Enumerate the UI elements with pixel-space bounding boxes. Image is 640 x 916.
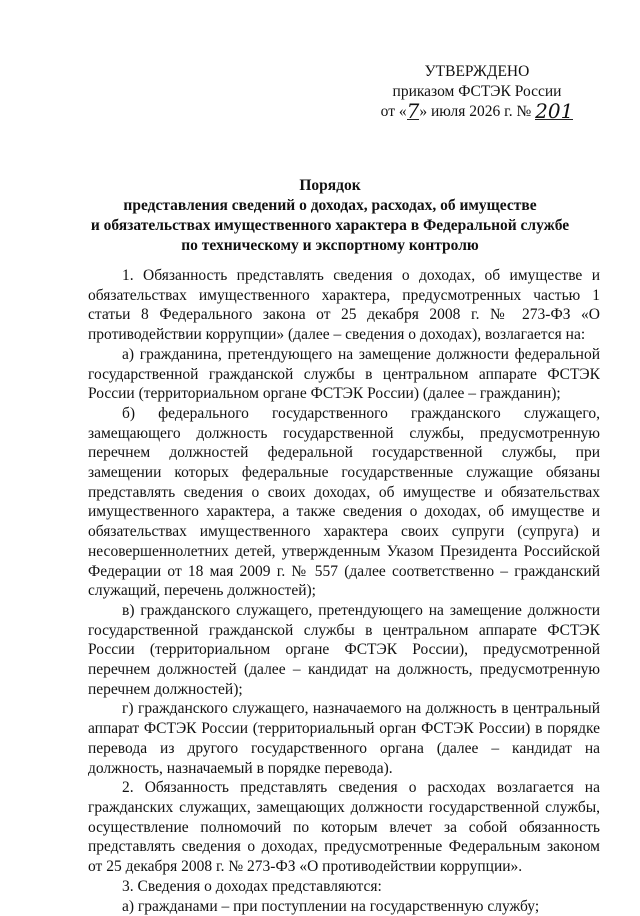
approval-date-line: [352, 102, 602, 122]
paragraph-1v: в) гражданского служащего, претендующего на замещение должности государственной гражданской службы в центральном аппарате ФСТЭК России (территориальном органе ФСТЭК России), предусмотренной перечнем должностей (далее – кандидат на должность, предусмотренную перечнем должностей);: [88, 601, 600, 700]
paragraph-1b: б) федерального государственного гражданского служащего, замещающего должность государственной службы, предусмотренную перечнем должностей федеральной государственной службы, при замещении которых федеральные государственные служащие обязаны представлять сведения о своих доходах, об имуществе и обязательствах имущественного характера, а также сведения о доходах, об имуществе и обязательствах имущественного характера своих супруги (супруга) и несовершеннолетних детей, утвержденным Указом Президента Российской Федерации от 18 мая 2009 г. № 557 (далее соответственно – гражданский служащий, перечень должностей);: [88, 404, 600, 601]
date-middle: » июля 2026 г. №: [419, 103, 531, 120]
approval-order: приказом ФСТЭК России: [352, 82, 602, 102]
paragraph-3a: а) гражданами – при поступлении на государственную службу;: [88, 897, 600, 916]
paragraph-1: 1. Обязанность представлять сведения о доходах, об имуществе и обязательствах имущественного характера, предусмотренных частью 1 статьи 8 Федерального закона от 25 декабря 2008 г. № 273-ФЗ «О противодействии коррупции» (далее – сведения о доходах), возлагается на:: [88, 266, 600, 345]
title-line-2: и обязательствах имущественного характера в Федеральной службе: [70, 216, 590, 236]
date-prefix: от «: [381, 103, 407, 120]
handwritten-day: 7: [407, 103, 420, 120]
paragraph-1a: а) гражданина, претендующего на замещение должности федеральной государственной гражданской службы в центральном аппарате ФСТЭК России (территориальном органе ФСТЭК России) (далее – гражданин);: [88, 345, 600, 404]
document-body: [88, 266, 600, 916]
title-heading: Порядок: [70, 176, 590, 196]
title-line-1: представления сведений о доходах, расходах, об имуществе: [70, 196, 590, 216]
approval-block: [352, 62, 602, 122]
approval-heading: УТВЕРЖДЕНО: [352, 62, 602, 82]
title-line-3: по техническому и экспортному контролю: [70, 236, 590, 256]
paragraph-2: 2. Обязанность представлять сведения о расходах возлагается на гражданских служащих, замещающих должности государственной службы, осуществление полномочий по которым влечет за собой обязанность представлять сведения о доходах, предусмотренные Федеральным законом от 25 декабря 2008 г. № 273-ФЗ «О противодействии коррупции».: [88, 778, 600, 877]
handwritten-number: 201: [535, 103, 573, 120]
document-title: [70, 176, 590, 256]
paragraph-3: 3. Сведения о доходах представляются:: [88, 877, 600, 897]
paragraph-1g: г) гражданского служащего, назначаемого на должность в центральный аппарат ФСТЭК России (территориальный орган ФСТЭК России) в порядке перевода из другого государственного органа (далее – кандидат на должность, назначаемый в порядке перевода).: [88, 699, 600, 778]
